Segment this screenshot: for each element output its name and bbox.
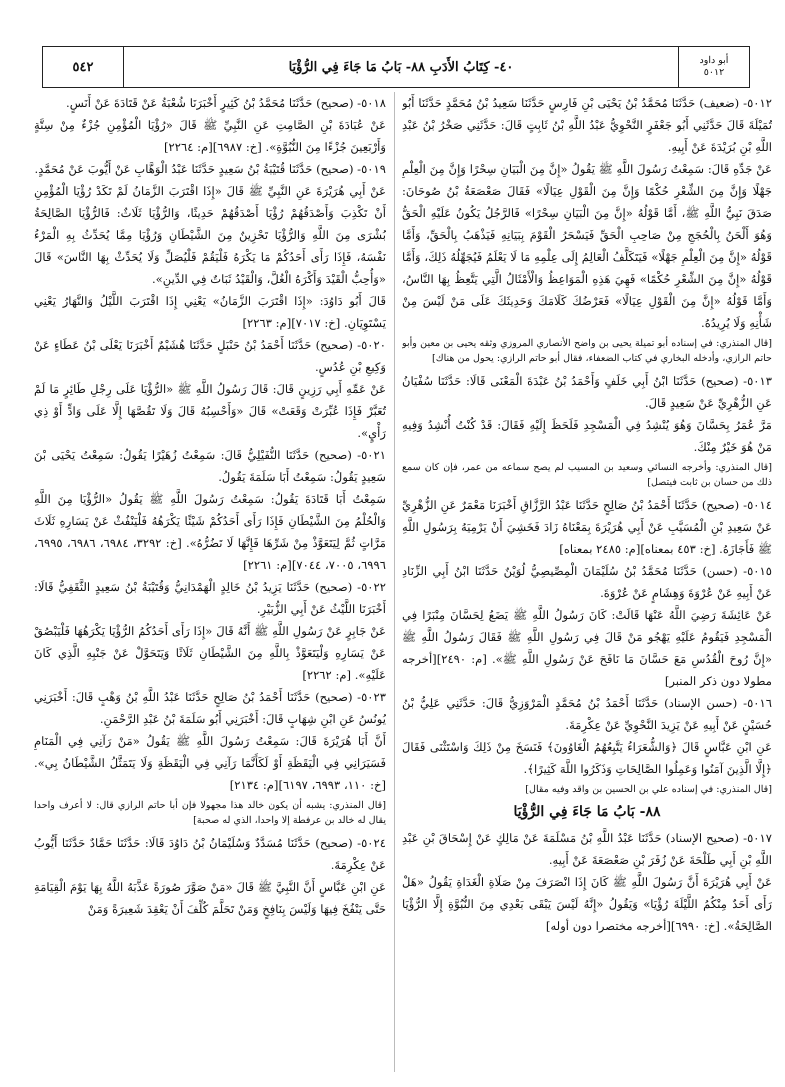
commentary-note: [قال المنذري: في إسناده أبو تميلة يحيى بن واضح الأنصاري المروزي وثقه يحيى بن معين وأبو حاتم الرازي، وأدخله البخاري في كتاب الضعفاء، فقال أبو حاتم الرازي: يحول من هناك] xyxy=(402,338,772,364)
hadith-paragraph: ٥٠٢٣- (صحيح) حَدَّثَنَا أَحْمَدُ بْنُ صَالِحٍ حَدَّثَنَا عَبْدُ اللَّهِ بْنُ وَهْبٍ قَالَ: أَخْبَرَنِي يُونُسُ عَنِ ابْنِ شِهَابٍ قَالَ: أَخْبَرَنِي أَبُو سَلَمَةَ بْنُ عَبْدِ الرَّحْمَنِ. xyxy=(34,690,386,726)
commentary-note: [قال المنذري: يشبه أن يكون خالد هذا مجهولا فإن أبا حاتم الرازي قال: لا أعرف واحدا يقال له خالد بن عرفطة إلا واحدا، الذي له صحبة] xyxy=(34,800,386,826)
hadith-paragraph: عَنْ عَمِّهِ أَبِي رَزِينٍ قَالَ: قَالَ رَسُولُ اللَّهِ ﷺ «الرُّؤْيَا عَلَى رِجْلِ طَائِرٍ مَا لَمْ تُعَبَّرْ فَإِذَا عُبِّرَتْ وَقَعَتْ» قَالَ «وَأَحْسِبُهُ قَالَ وَلَا تَقُصَّهَا إِلَّا عَلَى وَادٍّ أَوْ ذِي رَأْيٍ». xyxy=(34,382,386,440)
hadith-paragraph: ٥٠١٧- (صحيح الإسناد) حَدَّثَنَا عَبْدُ اللَّهِ بْنُ مَسْلَمَةَ عَنْ مَالِكٍ عَنْ إِسْحَاقَ بْنِ عَبْدِ اللَّهِ بْنِ أَبِي طَلْحَةَ عَنْ زُفَرَ بْنِ صَعْصَعَةَ عَنْ أَبِيهِ. xyxy=(402,831,772,867)
hadith-paragraph: ٥٠١٢- (ضعيف) حَدَّثَنَا مُحَمَّدُ بْنُ يَحْيَى بْنِ فَارِسٍ حَدَّثَنَا سَعِيدُ بْنُ مُحَمَّدٍ حَدَّثَنَا أَبُو تُمَيْلَةَ قَالَ حَدَّثَنِي أَبُو جَعْفَرٍ النَّحْوِيُّ عَبْدُ اللَّهِ بْنُ ثَابِتٍ قَالَ: حَدَّثَنِي صَخْرُ بْنُ عَبْدِ اللَّهِ بْنِ بُرَيْدَةَ عَنْ أَبِيهِ. xyxy=(402,96,772,154)
hadith-paragraph: ٥٠١٦- (حسن الإسناد) حَدَّثَنَا أَحْمَدُ بْنُ مُحَمَّدٍ الْمَرْوَزِيُّ قَالَ: حَدَّثَنِي عَلِيُّ بْنُ حُسَيْنٍ عَنْ أَبِيهِ عَنْ يَزِيدَ النَّحْوِيِّ عَنْ عِكْرِمَةَ. xyxy=(402,696,772,732)
hadith-paragraph: عَنْ أَبِي هُرَيْرَةَ أَنَّ رَسُولَ اللَّهِ ﷺ كَانَ إِذَا انْصَرَفَ مِنْ صَلَاةِ الْغَدَاةِ يَقُولُ «هَلْ رَأَى أَحَدٌ مِنْكُمُ اللَّيْلَةَ رُؤْيَا» وَيَقُولُ «إِنَّهُ لَيْسَ يَبْقَى بَعْدِي مِنَ النُّبُوَّةِ إِلَّا الرُّؤْيَا الصَّالِحَةُ». [خ: ٦٩٩٠][أخرجه مختصرا دون أوله] xyxy=(402,875,772,933)
hadith-paragraph: عَنْ جَابِرٍ عَنْ رَسُولِ اللَّهِ ﷺ أَنَّهُ قَالَ «إِذَا رَأَى أَحَدُكُمُ الرُّؤْيَا يَكْرَهُهَا فَلْيَبْصُقْ عَنْ يَسَارِهِ وَلْيَتَعَوَّذْ بِاللَّهِ مِنَ الشَّيْطَانِ ثَلَاثًا وَيَتَحَوَّلْ عَنْ جَنْبِهِ الَّذِي كَانَ عَلَيْهِ». [م: ٢٢٦٢] xyxy=(34,624,386,682)
commentary-note: [قال المنذري: في إسناده علي بن الحسين بن واقد وفيه مقال] xyxy=(525,784,772,795)
commentary-note: [قال المنذري: وأخرجه النسائي وسعيد بن المسيب لم يصح سماعه من عمر، فإن كان سمع ذلك من حسان بن ثابت فيتصل] xyxy=(402,462,772,488)
left-text-column xyxy=(34,92,386,1077)
hadith-paragraph: قَالَ أَبُو دَاوُدَ: «إِذَا اقْتَرَبَ الزَّمَانُ» يَعْنِي إِذَا اقْتَرَبَ اللَّيْلُ وَالنَّهَارُ يَعْنِي يَسْتَوِيَانِ. [خ: ٧٠١٧][م: ٢٢٦٣] xyxy=(34,294,386,330)
hadith-paragraph: ٥٠١٣- (صحيح) حَدَّثَنَا ابْنُ أَبِي خَلَفٍ وَأَحْمَدُ بْنُ عَبْدَةَ الْمَعْنَى قَالَا: حَدَّثَنَا سُفْيَانُ عَنِ الزُّهْرِيِّ عَنْ سَعِيدٍ قَالَ. xyxy=(402,374,772,410)
right-text-column xyxy=(402,92,772,1077)
hadith-paragraph: مَرَّ عُمَرُ بِحَسَّانَ وَهُوَ يُنْشِدُ فِي الْمَسْجِدِ فَلَحَظَ إِلَيْهِ فَقَالَ: قَدْ كُنْتُ أُنْشِدُ وَفِيهِ مَنْ هُوَ خَيْرٌ مِنْكَ. xyxy=(402,418,772,454)
hadith-paragraph: ٥٠٢٢- (صحيح) حَدَّثَنَا يَزِيدُ بْنُ خَالِدٍ الْهَمْدَانِيُّ وَقُتَيْبَةُ بْنُ سَعِيدٍ الثَّقَفِيُّ قَالَا: أَخْبَرَنَا اللَّيْثُ عَنْ أَبِي الزُّبَيْرِ. xyxy=(34,580,386,616)
hadith-paragraph: أَنَّ أَبَا هُرَيْرَةَ قَالَ: سَمِعْتُ رَسُولَ اللَّهِ ﷺ يَقُولُ «مَنْ رَآنِي فِي الْمَنَامِ فَسَيَرَانِي فِي الْيَقَظَةِ أَوْ لَكَأَنَّمَا رَآنِي فِي الْيَقَظَةِ وَلَا يَتَمَثَّلُ الشَّيْطَانُ بِي». [خ: ١١٠، ٦٩٩٣، ٦١٩٧][م: ٢١٣٤] xyxy=(34,734,386,792)
header-book-ref xyxy=(678,47,749,87)
hadith-paragraph: عَنِ ابْنِ عَبَّاسٍ أَنَّ النَّبِيَّ ﷺ قَالَ «مَنْ صَوَّرَ صُورَةً عَذَّبَهُ اللَّهُ بِهَا يَوْمَ الْقِيَامَةِ حَتَّى يَنْفُخَ فِيهَا وَلَيْسَ بِنَافِخٍ وَمَنْ تَحَلَّمَ كُلِّفَ أَنْ يَعْقِدَ شَعِيرَةً وَمَنْ xyxy=(34,880,386,916)
hadith-paragraph: عَنِ ابْنِ عَبَّاسٍ قَالَ ﴿وَالشُّعَرَاءُ يَتَّبِعُهُمُ الْغَاوُونَ﴾ فَنَسَخَ مِنْ ذَلِكَ وَاسْتَثْنَى فَقَالَ ﴿إِلَّا الَّذِينَ آمَنُوا وَعَمِلُوا الصَّالِحَاتِ وَذَكَرُوا اللَّهَ كَثِيرًا﴾. xyxy=(402,740,772,776)
header-book-name: أبو داود xyxy=(699,55,729,66)
hadith-paragraph: ٥٠١٩- (صحيح) حَدَّثَنَا قُتَيْبَةُ بْنُ سَعِيدٍ حَدَّثَنَا عَبْدُ الْوَهَّابِ عَنْ أَيُّوبَ عَنْ مُحَمَّدٍ. xyxy=(34,162,386,176)
page-number: ٥٤٢ xyxy=(43,47,124,87)
header-hadith-range: ٥٠١٢ xyxy=(703,67,725,78)
page-header xyxy=(42,46,750,88)
hadith-paragraph: ٥٠١٥- (حسن) حَدَّثَنَا مُحَمَّدُ بْنُ سُلَيْمَانَ الْمِصِّيصِيُّ لُوَيْنٌ حَدَّثَنَا ابْنُ أَبِي الزِّنَادِ عَنْ أَبِيهِ عَنْ عُرْوَةَ وَهِشَامٍ عَنْ عُرْوَةَ. xyxy=(402,564,772,600)
hadith-paragraph: عَنْ عُبَادَةَ بْنِ الصَّامِتِ عَنِ النَّبِيِّ ﷺ قَالَ «رُؤْيَا الْمُؤْمِنِ جُزْءٌ مِنْ سِتَّةٍ وَأَرْبَعِينَ جُزْءًا مِنَ النُّبُوَّةِ». [خ: ٦٩٨٧][م: ٢٢٦٤] xyxy=(34,118,386,154)
hadith-paragraph: سَمِعْتُ أَبَا قَتَادَةَ يَقُولُ: سَمِعْتُ رَسُولَ اللَّهِ ﷺ يَقُولُ «الرُّؤْيَا مِنَ اللَّهِ وَالْحُلْمُ مِنَ الشَّيْطَانِ فَإِذَا رَأَى أَحَدُكُمْ شَيْئًا يَكْرَهُهُ فَلْيَنْفُثْ عَنْ يَسَارِهِ ثَلَاثَ مَرَّاتٍ ثُمَّ لِيَتَعَوَّذْ مِنْ شَرِّهَا فَإِنَّهَا لَا تَضُرُّهُ». [خ: ٣٢٩٢، ٦٩٨٤، ٦٩٨٦، ٦٩٩٥، ٦٩٩٦، ٧٠٠٥، ٧٠٤٤][م: ٢٢٦١] xyxy=(34,492,386,572)
chapter-heading: ٨٨- بَابُ مَا جَاءَ فِي الرُّؤْيَا xyxy=(513,804,661,820)
hadith-paragraph: ٥٠٢١- (صحيح) حَدَّثَنَا النُّفَيْلِيُّ قَالَ: سَمِعْتُ زُهَيْرًا يَقُولُ: سَمِعْتُ يَحْيَى بْنَ سَعِيدٍ يَقُولُ: سَمِعْتُ أَبَا سَلَمَةَ يَقُولُ. xyxy=(34,448,386,484)
hadith-paragraph: ٥٠١٤- (صحيح) حَدَّثَنَا أَحْمَدُ بْنُ صَالِحٍ حَدَّثَنَا عَبْدُ الرَّزَّاقِ أَخْبَرَنَا مَعْمَرٌ عَنِ الزُّهْرِيِّ عَنْ سَعِيدِ بْنِ الْمُسَيَّبِ عَنْ أَبِي هُرَيْرَةَ بِمَعْنَاهُ زَادَ فَخَشِيَ أَنْ يَرْمِيَهُ بِرَسُولِ اللَّهِ ﷺ فَأَجَازَهُ. [خ: ٤٥٣ بمعناه][م: ٢٤٨٥ بمعناه] xyxy=(402,498,772,556)
hadith-paragraph: عَنْ جَدِّهِ قَالَ: سَمِعْتُ رَسُولَ اللَّهِ ﷺ يَقُولُ «إِنَّ مِنَ الْبَيَانِ سِحْرًا وَإِنَّ مِنَ الْعِلْمِ جَهْلًا وَإِنَّ مِنَ الشِّعْرِ حُكْمًا وَإِنَّ مِنَ الْقَوْلِ عِيَالًا» فَقَالَ صَعْصَعَةُ بْنُ صُوحَانَ: صَدَقَ نَبِيُّ اللَّهِ ﷺ، أَمَّا قَوْلُهُ «إِنَّ مِنَ الْبَيَانِ سِحْرًا» فَالرَّجُلُ يَكُونُ عَلَيْهِ الْحَقُّ وَهُوَ أَلْحَنُ بِالْحُجَجِ مِنْ صَاحِبِ الْحَقِّ فَيَسْحَرُ الْقَوْمَ بِبَيَانِهِ فَيَذْهَبُ بِالْحَقِّ، وَأَمَّا قَوْلُهُ «إِنَّ مِنَ الْعِلْمِ جَهْلًا» فَيَتَكَلَّفُ الْعَالِمُ إِلَى عِلْمِهِ مَا لَا يَعْلَمُ فَيُجَهِّلُهُ ذَلِكَ، وَأَمَّا قَوْلُهُ «إِنَّ مِنَ الشِّعْرِ حُكْمًا» فَهِيَ هَذِهِ الْمَوَاعِظُ وَالْأَمْثَالُ الَّتِي يَتَّعِظُ بِهَا النَّاسُ، وَأَمَّا قَوْلُهُ «إِنَّ مِنَ الْقَوْلِ عِيَالًا» فَعَرْضُكَ كَلَامَكَ وَحَدِيثَكَ عَلَى مَنْ لَيْسَ مِنْ شَأْنِهِ وَلَا يُرِيدُهُ. xyxy=(402,162,772,330)
hadith-paragraph: عَنْ أَبِي هُرَيْرَةَ عَنِ النَّبِيِّ ﷺ قَالَ «إِذَا اقْتَرَبَ الزَّمَانُ لَمْ تَكَدْ رُؤْيَا الْمُؤْمِنِ أَنْ تَكْذِبَ وَأَصْدَقُهُمْ رُؤْيَا أَصْدَقُهُمْ حَدِيثًا، وَالرُّؤْيَا ثَلَاثٌ: فَالرُّؤْيَا الصَّالِحَةُ بُشْرَى مِنَ اللَّهِ وَالرُّؤْيَا تَحْزِينٌ مِنَ الشَّيْطَانِ وَرُؤْيَا مِمَّا يُحَدِّثُ بِهِ الْمَرْءُ نَفْسَهُ، فَإِذَا رَأَى أَحَدُكُمْ مَا يَكْرَهُ فَلْيَقُمْ فَلْيُصَلِّ وَلَا يُحَدِّثْ بِهَا النَّاسَ» قَالَ «وَأُحِبُّ الْقَيْدَ وَأَكْرَهُ الْغُلَّ، وَالْقَيْدُ ثَبَاتٌ فِي الدِّينِ». xyxy=(34,184,386,286)
hadith-paragraph: ٥٠١٨- (صحيح) حَدَّثَنَا مُحَمَّدُ بْنُ كَثِيرٍ أَخْبَرَنَا شُعْبَةُ عَنْ قَتَادَةَ عَنْ أَنَسٍ. xyxy=(66,96,386,110)
header-chapter-title: ٤٠- كِتَابُ الأَدَبِ ٨٨- بَابُ مَا جَاءَ فِي الرُّؤْيَا xyxy=(288,59,514,75)
column-divider xyxy=(394,92,395,1072)
hadith-paragraph: ٥٠٢٤- (صحيح) حَدَّثَنَا مُسَدَّدٌ وَسُلَيْمَانُ بْنُ دَاوُدَ قَالَا: حَدَّثَنَا حَمَّادٌ حَدَّثَنَا أَيُّوبُ عَنْ عِكْرِمَةَ. xyxy=(34,836,386,872)
hadith-paragraph: ٥٠٢٠- (صحيح) حَدَّثَنَا أَحْمَدُ بْنُ حَنْبَلٍ حَدَّثَنَا هُشَيْمٌ أَخْبَرَنَا يَعْلَى بْنُ عَطَاءٍ عَنْ وَكِيعِ بْنِ عُدُسٍ. xyxy=(34,338,386,374)
hadith-paragraph: عَنْ عَائِشَةَ رَضِيَ اللَّهُ عَنْهَا قَالَتْ: كَانَ رَسُولُ اللَّهِ ﷺ يَضَعُ لِحَسَّانَ مِنْبَرًا فِي الْمَسْجِدِ فَيَقُومُ عَلَيْهِ يَهْجُو مَنْ قَالَ فِي رَسُولِ اللَّهِ ﷺ فَقَالَ رَسُولُ اللَّهِ ﷺ «إِنَّ رُوحَ الْقُدُسِ مَعَ حَسَّانَ مَا نَافَحَ عَنْ رَسُولِ اللَّهِ ﷺ». [م: ٢٤٩٠][أخرجه مطولا دون ذكر المنبر] xyxy=(402,608,772,688)
